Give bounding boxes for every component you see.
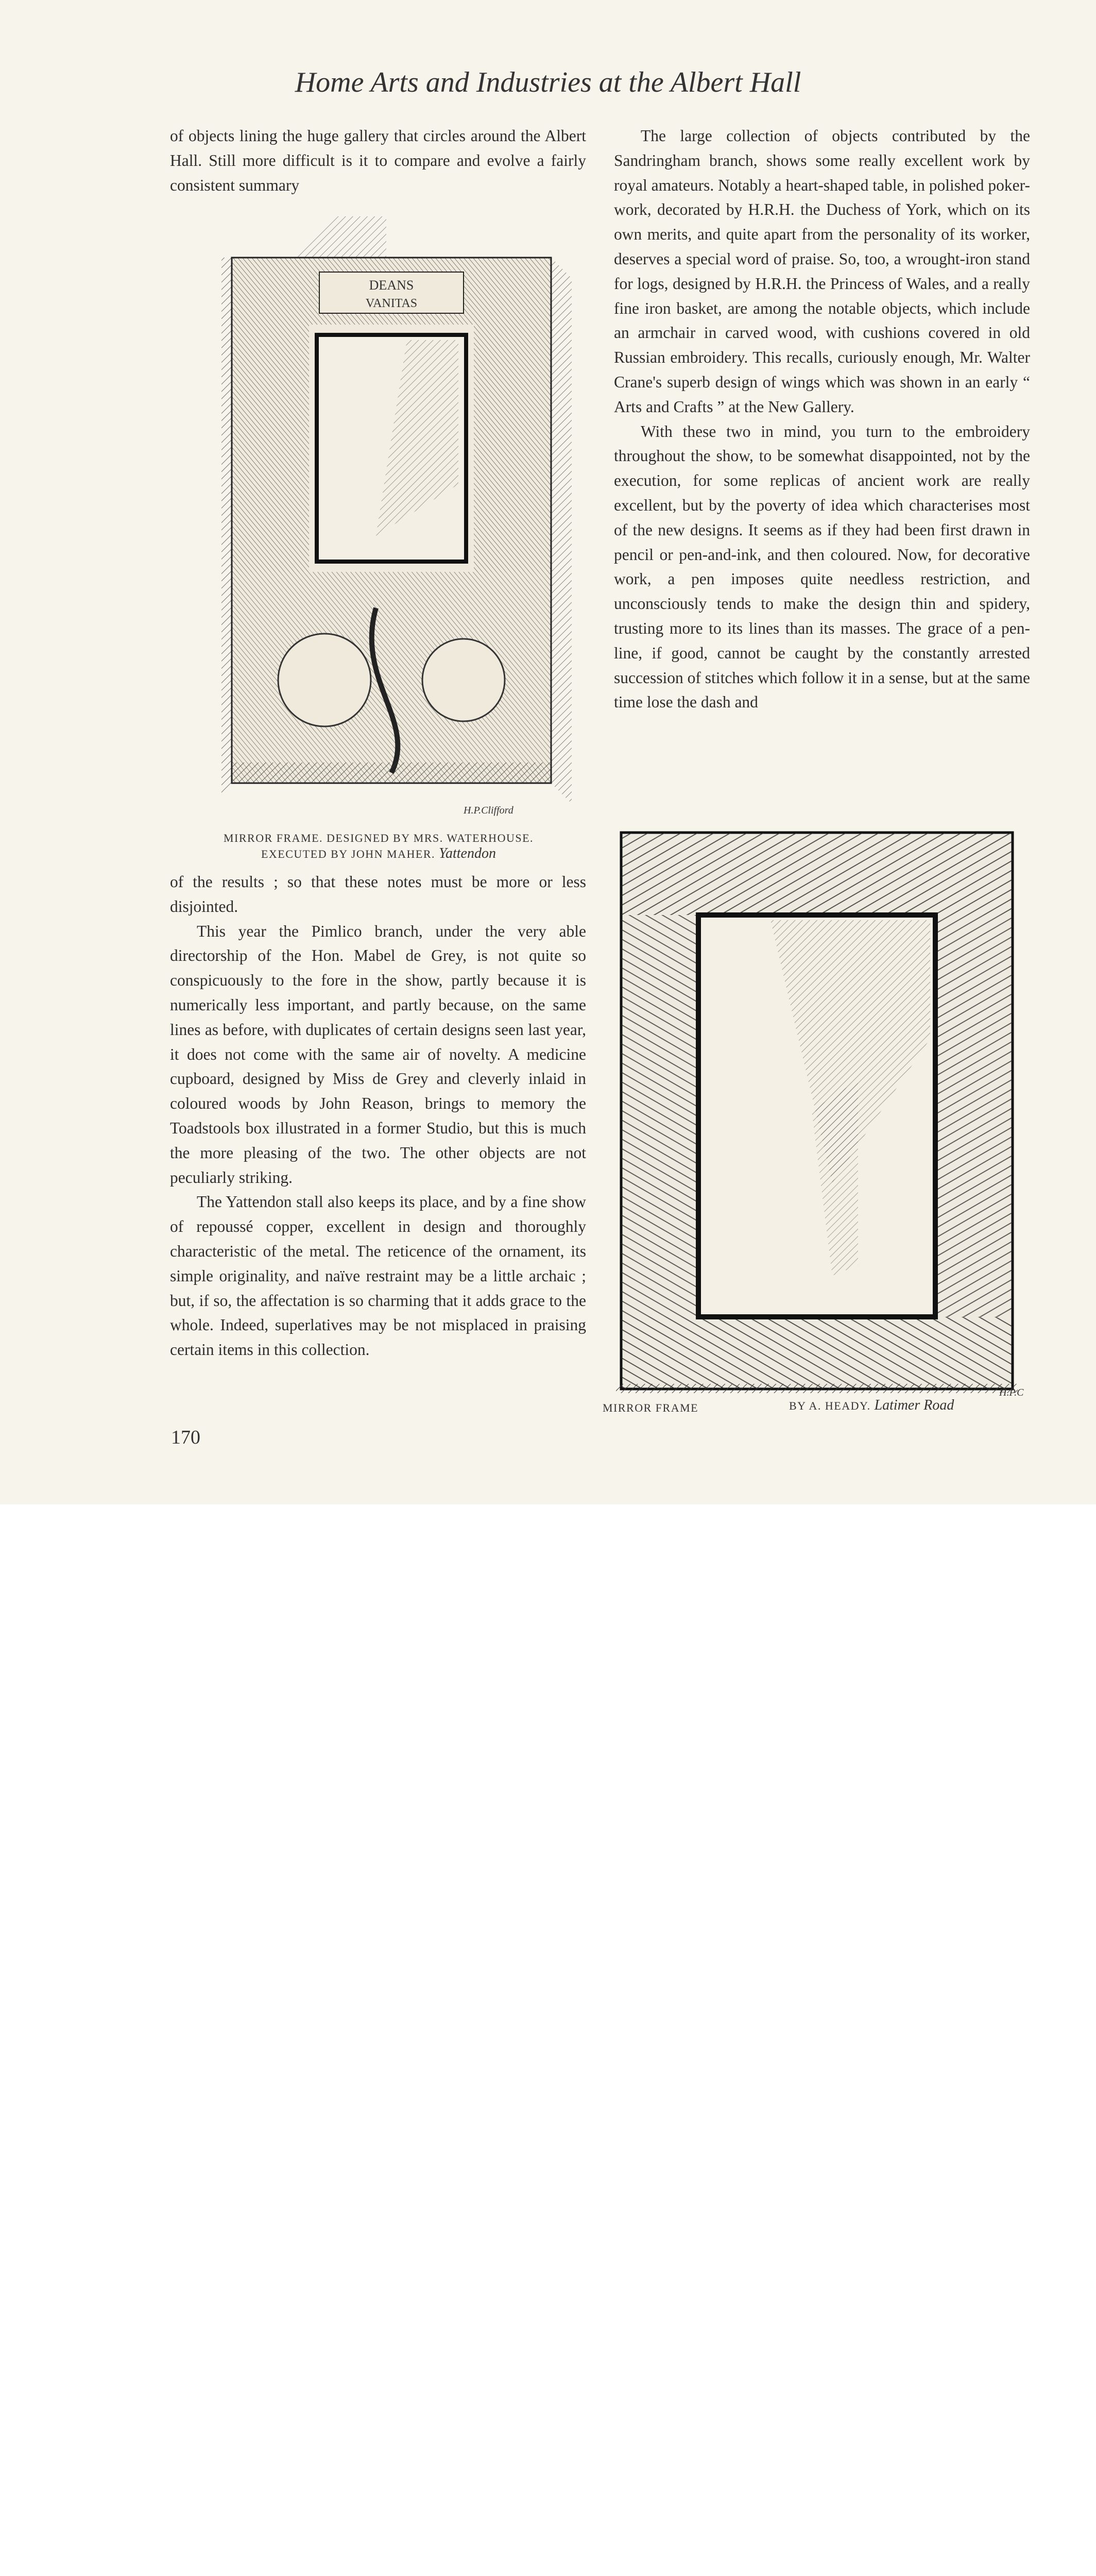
figure-caption-2-title: MIRROR FRAME <box>603 1401 699 1414</box>
figure-mirror-frame-waterhouse <box>221 216 582 804</box>
page-number: 170 <box>171 1427 200 1448</box>
paragraph: of the results ; so that these notes must be more or less disjointed. <box>170 873 586 916</box>
mirror-frame-illustration <box>616 822 1018 1399</box>
caption-credit: EXECUTED BY JOHN MAHER. <box>261 848 435 860</box>
mirror-frame-illustration <box>221 216 582 804</box>
caption-line: MIRROR FRAME. DESIGNED BY MRS. WATERHOUSE. <box>223 832 534 844</box>
running-head: Home Arts and Industries at the Albert Hall <box>295 66 801 98</box>
paragraph: This year the Pimlico branch, under the very able directorship of the Hon. Mabel de Grey, is not quite so conspicuously to the fore in the show, partly because it is numerically less important, and partly because, on the same lines as before, with duplicates of certain designs seen last year, it does not come with the same air of novelty. A medicine cupboard, designed by Miss de Grey and cleverly inlaid in coloured woods by John Reason, brings to memory the Toadstools box illustrated in a former Studio, but this is much the more pleasing of the two. The other objects are not peculiarly striking. <box>170 922 586 1187</box>
figure-caption-2-credit <box>789 1397 954 1414</box>
svg-text:DEANS: DEANS <box>369 278 414 293</box>
left-column-top <box>170 124 586 197</box>
figure-mirror-frame-heady <box>616 822 1018 1399</box>
caption-place: Yattendon <box>439 845 496 861</box>
caption-place: Latimer Road <box>874 1397 954 1413</box>
paragraph: The Yattendon stall also keeps its place, and by a fine show of repoussé copper, excellent in design and thoroughly characteristic of the metal. The reticence of the ornament, its simple originality, and naïve restraint may be a little archaic ; but, if so, the affectation is so charming that it adds grace to the whole. Indeed, superlatives may be not misplaced in praising certain items in this collection. <box>170 1193 586 1359</box>
figure-caption-1 <box>170 831 587 862</box>
figure-signature: H.P.C <box>999 1387 1024 1398</box>
svg-text:VANITAS: VANITAS <box>365 297 418 310</box>
paragraph: With these two in mind, you turn to the embroidery throughout the show, to be somewhat disappointed, not by the execution, for some replicas of ancient work are really excellent, but by the poverty of idea which characterises most of the new designs. It seems as if they had been first drawn in pencil or pen-and-ink, and then coloured. Now, for decorative work, a pen imposes quite needless restriction, and unconsciously tends to make the design thin and spidery, trusting more to its lines than its masses. The grace of a pen-line, if good, cannot be caught by the constantly arrested succession of stitches which follow it in a sense, but at the same time lose the dash and <box>614 422 1030 711</box>
left-column-bottom <box>170 870 586 1362</box>
figure-signature: H.P.Clifford <box>464 805 513 816</box>
paragraph: The large collection of objects contributed by the Sandringham branch, shows some really excellent work by royal amateurs. Notably a heart-shaped table, in polished poker-work, decorated by H.R.H. the Duchess of York, which on its own merits, and quite apart from the personality of its worker, deserves a special word of praise. So, too, a wrought-iron stand for logs, designed by H.R.H. the Princess of Wales, and a really fine iron basket, are among the notable objects, which include an armchair in carved wood, with cushions covered in old Russian embroidery. This recalls, curiously enough, Mr. Walter Crane's superb design of wings which was shown in an early “ Arts and Crafts ” at the New Gallery. <box>614 127 1030 416</box>
caption-credit: BY A. HEADY. <box>789 1399 871 1412</box>
right-column <box>614 124 1030 715</box>
paragraph: of objects lining the huge gallery that circles around the Albert Hall. Still more difficult is it to compare and evolve a fairly consistent summary <box>170 127 586 194</box>
caption-line <box>170 846 587 862</box>
digitization-footer <box>0 1504 1096 1652</box>
